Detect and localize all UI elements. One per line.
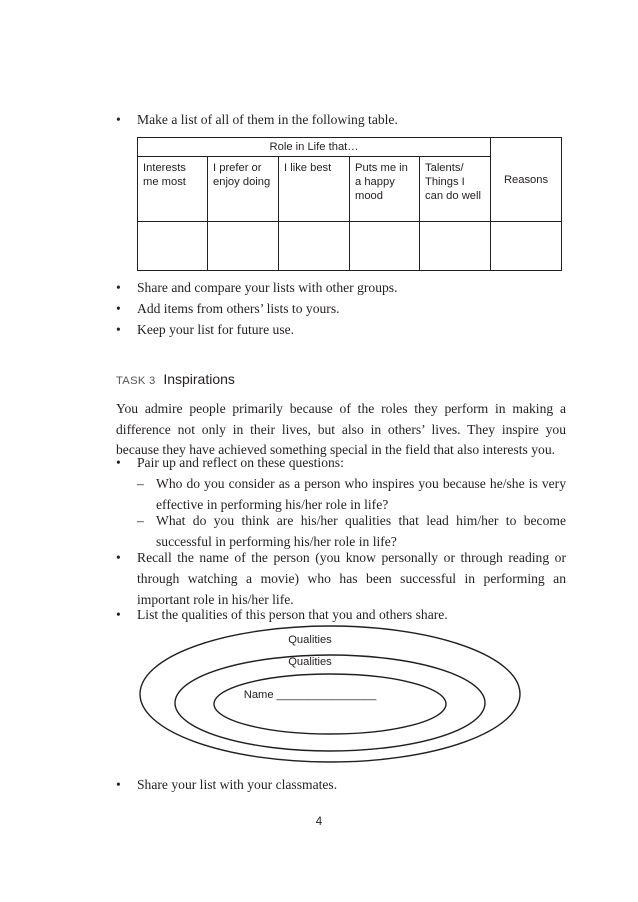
column-header-interests: Interests me most: [138, 157, 208, 222]
task3-intro-paragraph: You admire people primarily because of the roles they perform in making a difference not only in their lives, but also in others’ lives. They inspire you because they have achieved something special in the field that also interests you.: [116, 401, 566, 457]
inner-ellipse: [214, 674, 446, 734]
middle-qualities-label: Qualities: [288, 656, 332, 668]
bullet-text: Pair up and reflect on these questions:: [137, 455, 344, 470]
role-in-life-header: Role in Life that…: [138, 138, 491, 157]
roles-table: [137, 137, 562, 271]
blank-cell[interactable]: [420, 222, 491, 271]
table-blank-row: [138, 222, 562, 271]
bullet-dot: •: [116, 301, 121, 316]
bullet-text: Add items from others’ lists to yours.: [137, 301, 340, 316]
question-text: Who do you consider as a person who inspires you because he/she is very effective in performing his/her role in life?: [156, 476, 566, 512]
blank-cell[interactable]: [279, 222, 350, 271]
bullet-text: Recall the name of the person (you know personally or through reading or through watching a movie) who has been successful in performing an important role in his/her life.: [137, 550, 566, 607]
name-field-label: Name ________________: [243, 689, 377, 701]
blank-cell[interactable]: [138, 222, 208, 271]
middle-ellipse: [175, 655, 485, 751]
bullet-dot: •: [116, 550, 121, 565]
bullet-text: List the qualities of this person that you and others share.: [137, 607, 448, 622]
question-text: What do you think are his/her qualities that lead him/her to become successful in performing his/her role in life?: [156, 513, 566, 549]
table-header-row: [138, 138, 562, 157]
column-header-happy-mood: Puts me in a happy mood: [350, 157, 420, 222]
page-number: 4: [315, 816, 323, 828]
bullet-dot: •: [116, 455, 121, 470]
blank-cell[interactable]: [350, 222, 420, 271]
column-header-talents: Talents/ Things I can do well: [420, 157, 491, 222]
reasons-header: Reasons: [491, 138, 562, 222]
column-header-like-best: I like best: [279, 157, 350, 222]
bullet-dot: •: [116, 322, 121, 337]
bullet-text: Share your list with your classmates.: [137, 777, 338, 792]
task-title: Inspirations: [163, 371, 235, 387]
bullet-text: Keep your list for future use.: [137, 322, 295, 337]
bullet-dot: •: [116, 607, 121, 622]
outer-qualities-label: Qualities: [288, 634, 332, 646]
bullet-text: Make a list of all of them in the following table.: [137, 112, 398, 127]
bullet-dot: •: [116, 280, 121, 295]
task3-heading: [116, 369, 235, 391]
bullet-dot: •: [116, 112, 121, 127]
task-label: TASK 3: [116, 375, 156, 387]
blank-cell[interactable]: [491, 222, 562, 271]
column-header-prefer: I prefer or enjoy doing: [208, 157, 279, 222]
dash-marker: –: [137, 513, 144, 528]
bullet-dot: •: [116, 777, 121, 792]
blank-cell[interactable]: [208, 222, 279, 271]
bullet-text: Share and compare your lists with other groups.: [137, 280, 398, 295]
dash-marker: –: [137, 476, 144, 491]
